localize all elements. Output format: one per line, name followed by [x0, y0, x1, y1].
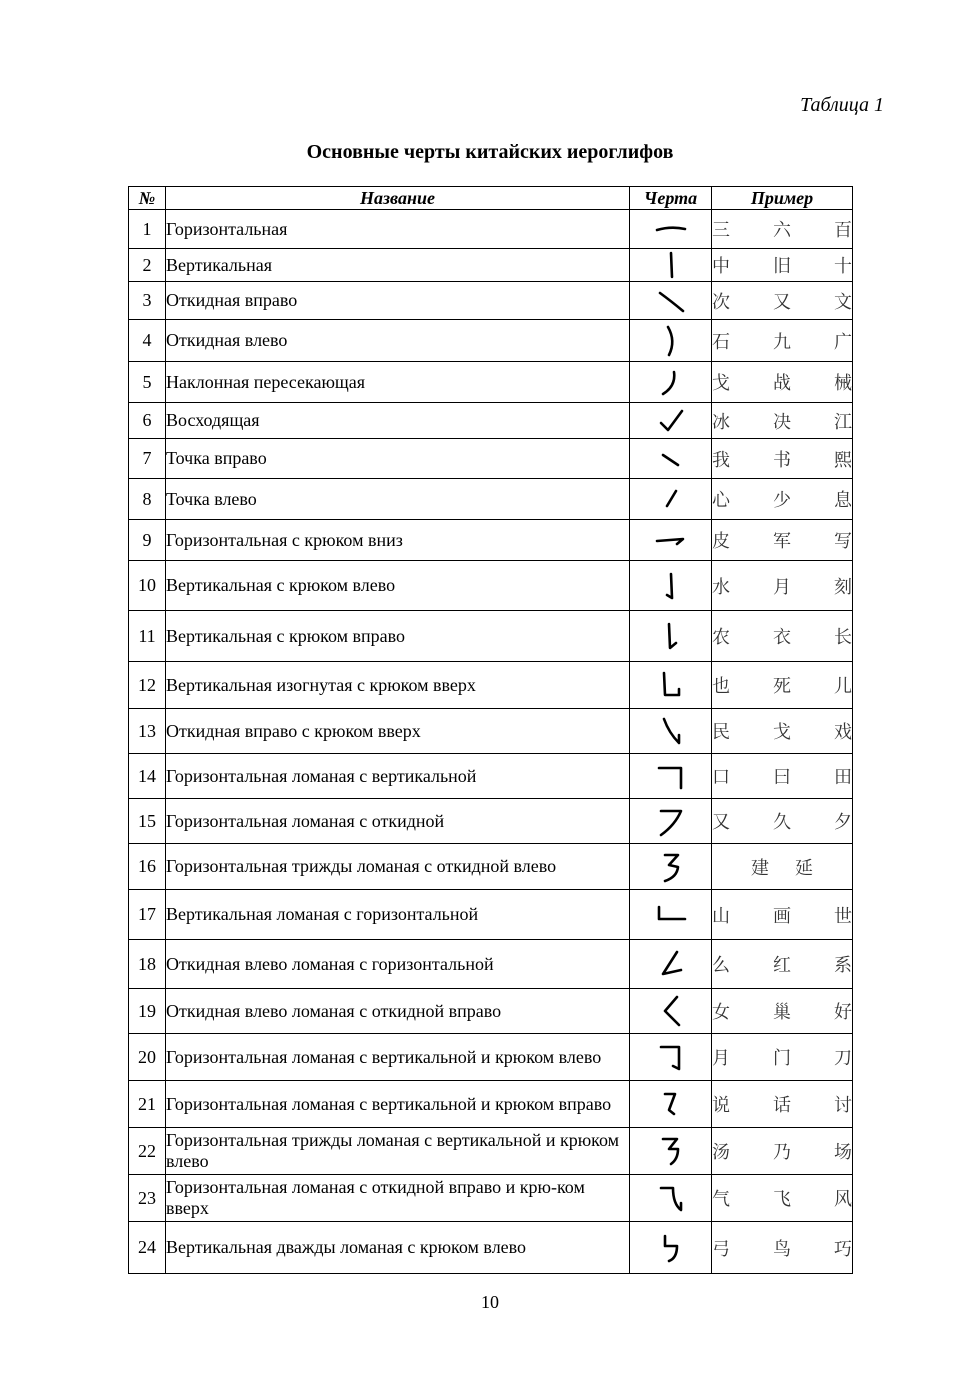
stroke-name: Вертикальная	[166, 249, 630, 282]
vertical-double-turn-hook-stroke-icon	[654, 1232, 688, 1264]
example-character: 六	[773, 220, 791, 241]
stroke-name: Точка влево	[166, 479, 630, 520]
example-cell	[712, 439, 853, 479]
slanted-crossing-stroke-icon	[654, 366, 688, 398]
stroke-cell	[630, 561, 712, 611]
dot-left-stroke-icon	[654, 483, 688, 515]
row-number: 23	[129, 1175, 166, 1222]
example-cell	[712, 662, 853, 709]
row-number: 3	[129, 282, 166, 320]
table-row	[129, 1034, 853, 1081]
example-character: 山	[712, 905, 730, 927]
example-cell	[712, 249, 853, 282]
table-row	[129, 890, 853, 940]
example-character: 儿	[834, 676, 852, 697]
example-character: 久	[773, 812, 791, 833]
table-row	[129, 989, 853, 1034]
stroke-name: Откидная вправо	[166, 282, 630, 320]
row-number: 6	[129, 403, 166, 439]
table-row	[129, 439, 853, 479]
stroke-name: Восходящая	[166, 403, 630, 439]
example-cell	[712, 320, 853, 362]
table-row	[129, 611, 853, 662]
example-character: 又	[773, 291, 791, 313]
example-character: 话	[773, 1095, 791, 1116]
example-character: 百	[834, 220, 852, 241]
stroke-name: Вертикальная с крюком вправо	[166, 611, 630, 662]
stroke-name: Горизонтальная с крюком вниз	[166, 520, 630, 561]
example-character: 熙	[834, 449, 852, 471]
horizontal-turn-slant-hook-stroke-icon	[654, 1182, 688, 1214]
header-example: Пример	[712, 187, 853, 210]
example-character: 建	[751, 857, 769, 879]
example-cell	[712, 754, 853, 799]
row-number: 15	[129, 799, 166, 844]
row-number: 17	[129, 890, 166, 940]
example-cell	[712, 561, 853, 611]
horizontal-triple-turn-stroke-icon	[654, 851, 688, 883]
stroke-cell	[630, 799, 712, 844]
example-character: 水	[712, 576, 730, 598]
falling-left-turn-horizontal-stroke-icon	[654, 948, 688, 980]
table-row	[129, 1175, 853, 1222]
table-row	[129, 940, 853, 989]
example-character: 战	[773, 373, 791, 394]
table-row	[129, 844, 853, 890]
rising-stroke-icon	[654, 405, 688, 437]
stroke-name: Откидная влево ломаная с откидной вправо	[166, 989, 630, 1034]
horizontal-triple-turn-hook-stroke-icon	[654, 1135, 688, 1167]
header-num: №	[129, 187, 166, 210]
stroke-cell	[630, 520, 712, 561]
stroke-name: Точка вправо	[166, 439, 630, 479]
example-cell	[712, 403, 853, 439]
example-character: 衣	[773, 627, 791, 648]
table-row	[129, 249, 853, 282]
stroke-cell	[630, 940, 712, 989]
row-number: 18	[129, 940, 166, 989]
example-character: 巢	[773, 1002, 791, 1023]
example-character: 鸟	[773, 1238, 791, 1260]
example-character: 月	[712, 1048, 730, 1069]
stroke-cell	[630, 844, 712, 890]
example-character: 中	[712, 256, 730, 277]
example-character: 场	[834, 1142, 852, 1163]
example-character: 飞	[773, 1189, 791, 1210]
stroke-name: Откидная влево	[166, 320, 630, 362]
example-cell	[712, 210, 853, 249]
stroke-name: Вертикальная дважды ломаная с крюком влево	[166, 1222, 630, 1274]
stroke-cell	[630, 362, 712, 403]
vertical-turn-horizontal-stroke-icon	[654, 899, 688, 931]
row-number: 2	[129, 249, 166, 282]
stroke-name: Горизонтальная трижды ломаная с откидной влево	[166, 844, 630, 890]
stroke-name: Горизонтальная ломаная с вертикальной	[166, 754, 630, 799]
example-character: 十	[834, 256, 852, 277]
example-cell	[712, 1034, 853, 1081]
example-character: 红	[773, 955, 791, 976]
example-character: 也	[712, 676, 730, 697]
stroke-cell	[630, 1222, 712, 1274]
row-number: 5	[129, 362, 166, 403]
stroke-name: Горизонтальная трижды ломаная с вертикальной и крюком влево	[166, 1128, 630, 1175]
example-character: 戈	[712, 373, 730, 394]
stroke-cell	[630, 282, 712, 320]
header-name: Название	[166, 187, 630, 210]
example-character: 么	[712, 955, 730, 976]
stroke-cell	[630, 1034, 712, 1081]
example-cell	[712, 362, 853, 403]
slant-hook-stroke-icon	[654, 715, 688, 747]
row-number: 8	[129, 479, 166, 520]
example-character: 讨	[834, 1095, 852, 1116]
example-character: 石	[712, 331, 730, 353]
stroke-name: Горизонтальная ломаная с откидной вправо и крю-ком вверх	[166, 1175, 630, 1222]
stroke-cell	[630, 249, 712, 282]
table-row	[129, 320, 853, 362]
stroke-name: Вертикальная с крюком влево	[166, 561, 630, 611]
table-row	[129, 1128, 853, 1175]
stroke-name: Вертикальная ломаная с горизонтальной	[166, 890, 630, 940]
example-character: 旧	[773, 256, 791, 277]
example-character: 戏	[834, 722, 852, 743]
example-character: 决	[773, 411, 791, 433]
example-character: 九	[773, 331, 791, 353]
example-cell	[712, 611, 853, 662]
example-cell	[712, 844, 853, 890]
table-header-row	[129, 187, 853, 210]
vertical-hook-right-stroke-icon	[654, 620, 688, 652]
horizontal-turn-vertical-stroke-icon	[654, 760, 688, 792]
example-character: 械	[834, 373, 852, 394]
example-character: 三	[712, 220, 730, 241]
stroke-name: Наклонная пересекающая	[166, 362, 630, 403]
stroke-cell	[630, 1128, 712, 1175]
table-label: Таблица 1	[800, 94, 884, 116]
stroke-cell	[630, 320, 712, 362]
example-character: 汤	[712, 1142, 730, 1163]
stroke-cell	[630, 890, 712, 940]
example-character: 系	[834, 955, 852, 976]
table-row	[129, 520, 853, 561]
table-row	[129, 403, 853, 439]
row-number: 1	[129, 210, 166, 249]
example-character: 弓	[712, 1238, 730, 1260]
row-number: 20	[129, 1034, 166, 1081]
example-character: 曰	[773, 767, 791, 788]
row-number: 7	[129, 439, 166, 479]
vertical-bent-hook-stroke-icon	[654, 669, 688, 701]
row-number: 24	[129, 1222, 166, 1274]
horizontal-stroke-icon	[654, 213, 688, 245]
row-number: 9	[129, 520, 166, 561]
dot-right-stroke-icon	[654, 443, 688, 475]
stroke-name: Горизонтальная	[166, 210, 630, 249]
stroke-cell	[630, 1175, 712, 1222]
example-character: 乃	[773, 1142, 791, 1163]
table-row	[129, 362, 853, 403]
example-cell	[712, 282, 853, 320]
example-character: 次	[712, 291, 730, 313]
example-character: 刀	[834, 1048, 852, 1069]
example-character: 书	[773, 449, 791, 471]
vertical-hook-left-stroke-icon	[654, 570, 688, 602]
example-character: 息	[834, 490, 852, 511]
example-character: 气	[712, 1189, 730, 1210]
example-character: 广	[834, 331, 852, 353]
example-character: 世	[834, 905, 852, 927]
example-character: 好	[834, 1002, 852, 1023]
vertical-stroke-icon	[654, 249, 688, 281]
example-cell	[712, 1081, 853, 1128]
stroke-cell	[630, 989, 712, 1034]
strokes-table	[128, 186, 853, 1274]
example-character: 女	[712, 1002, 730, 1023]
example-character: 农	[712, 627, 730, 648]
example-character: 田	[834, 767, 852, 788]
table-row	[129, 1081, 853, 1128]
stroke-cell	[630, 754, 712, 799]
example-character: 刻	[834, 576, 852, 598]
horizontal-turn-falling-stroke-icon	[654, 805, 688, 837]
stroke-name: Горизонтальная ломаная с вертикальной и крюком вправо	[166, 1081, 630, 1128]
example-character: 巧	[834, 1238, 852, 1260]
example-character: 口	[712, 767, 730, 788]
example-cell	[712, 1222, 853, 1274]
row-number: 22	[129, 1128, 166, 1175]
page-number: 10	[481, 1292, 499, 1312]
stroke-cell	[630, 611, 712, 662]
example-character: 延	[795, 857, 813, 879]
falling-left-stroke-icon	[654, 325, 688, 357]
stroke-cell	[630, 403, 712, 439]
table-body	[129, 210, 853, 1274]
stroke-name: Вертикальная изогнутая с крюком вверх	[166, 662, 630, 709]
example-cell	[712, 799, 853, 844]
header-stroke: Черта	[630, 187, 712, 210]
example-character: 民	[712, 722, 730, 743]
example-character: 少	[773, 490, 791, 511]
example-character: 长	[834, 627, 852, 648]
falling-left-turn-dot-stroke-icon	[654, 995, 688, 1027]
example-character: 我	[712, 449, 730, 471]
stroke-cell	[630, 439, 712, 479]
example-cell	[712, 1175, 853, 1222]
stroke-cell	[630, 662, 712, 709]
example-character: 皮	[712, 531, 730, 552]
example-character: 风	[834, 1189, 852, 1210]
example-character: 江	[834, 411, 852, 433]
row-number: 16	[129, 844, 166, 890]
row-number: 10	[129, 561, 166, 611]
example-character: 文	[834, 291, 852, 313]
document-title: Основные черты китайских иероглифов	[306, 141, 674, 163]
row-number: 12	[129, 662, 166, 709]
example-cell	[712, 890, 853, 940]
example-character: 画	[773, 905, 791, 927]
stroke-name: Откидная влево ломаная с горизонтальной	[166, 940, 630, 989]
table-row	[129, 210, 853, 249]
table-row	[129, 709, 853, 754]
table-row	[129, 479, 853, 520]
stroke-cell	[630, 1081, 712, 1128]
stroke-cell	[630, 210, 712, 249]
example-character: 心	[712, 490, 730, 511]
row-number: 11	[129, 611, 166, 662]
example-character: 说	[712, 1095, 730, 1116]
example-character: 月	[773, 576, 791, 598]
table-row	[129, 754, 853, 799]
example-character: 夕	[834, 812, 852, 833]
row-number: 13	[129, 709, 166, 754]
example-character: 门	[773, 1048, 791, 1069]
example-cell	[712, 709, 853, 754]
row-number: 21	[129, 1081, 166, 1128]
table-row	[129, 662, 853, 709]
example-cell	[712, 940, 853, 989]
example-character: 写	[834, 531, 852, 552]
stroke-name: Горизонтальная ломаная с откидной	[166, 799, 630, 844]
example-character: 军	[773, 531, 791, 552]
table-row	[129, 1222, 853, 1274]
horizontal-turn-vertical-hook-stroke-icon	[654, 1041, 688, 1073]
example-cell	[712, 1128, 853, 1175]
row-number: 19	[129, 989, 166, 1034]
example-character: 又	[712, 812, 730, 833]
example-character: 戈	[773, 722, 791, 743]
row-number: 4	[129, 320, 166, 362]
example-character: 死	[773, 676, 791, 697]
stroke-name: Откидная вправо с крюком вверх	[166, 709, 630, 754]
example-cell	[712, 479, 853, 520]
falling-right-stroke-icon	[654, 285, 688, 317]
table-row	[129, 282, 853, 320]
example-cell	[712, 520, 853, 561]
horizontal-hook-stroke-icon	[654, 524, 688, 556]
example-cell	[712, 989, 853, 1034]
horizontal-turn-rising-stroke-icon	[654, 1088, 688, 1120]
stroke-cell	[630, 479, 712, 520]
table-row	[129, 561, 853, 611]
row-number: 14	[129, 754, 166, 799]
stroke-cell	[630, 709, 712, 754]
stroke-name: Горизонтальная ломаная с вертикальной и крюком влево	[166, 1034, 630, 1081]
example-character: 冰	[712, 411, 730, 433]
table-row	[129, 799, 853, 844]
